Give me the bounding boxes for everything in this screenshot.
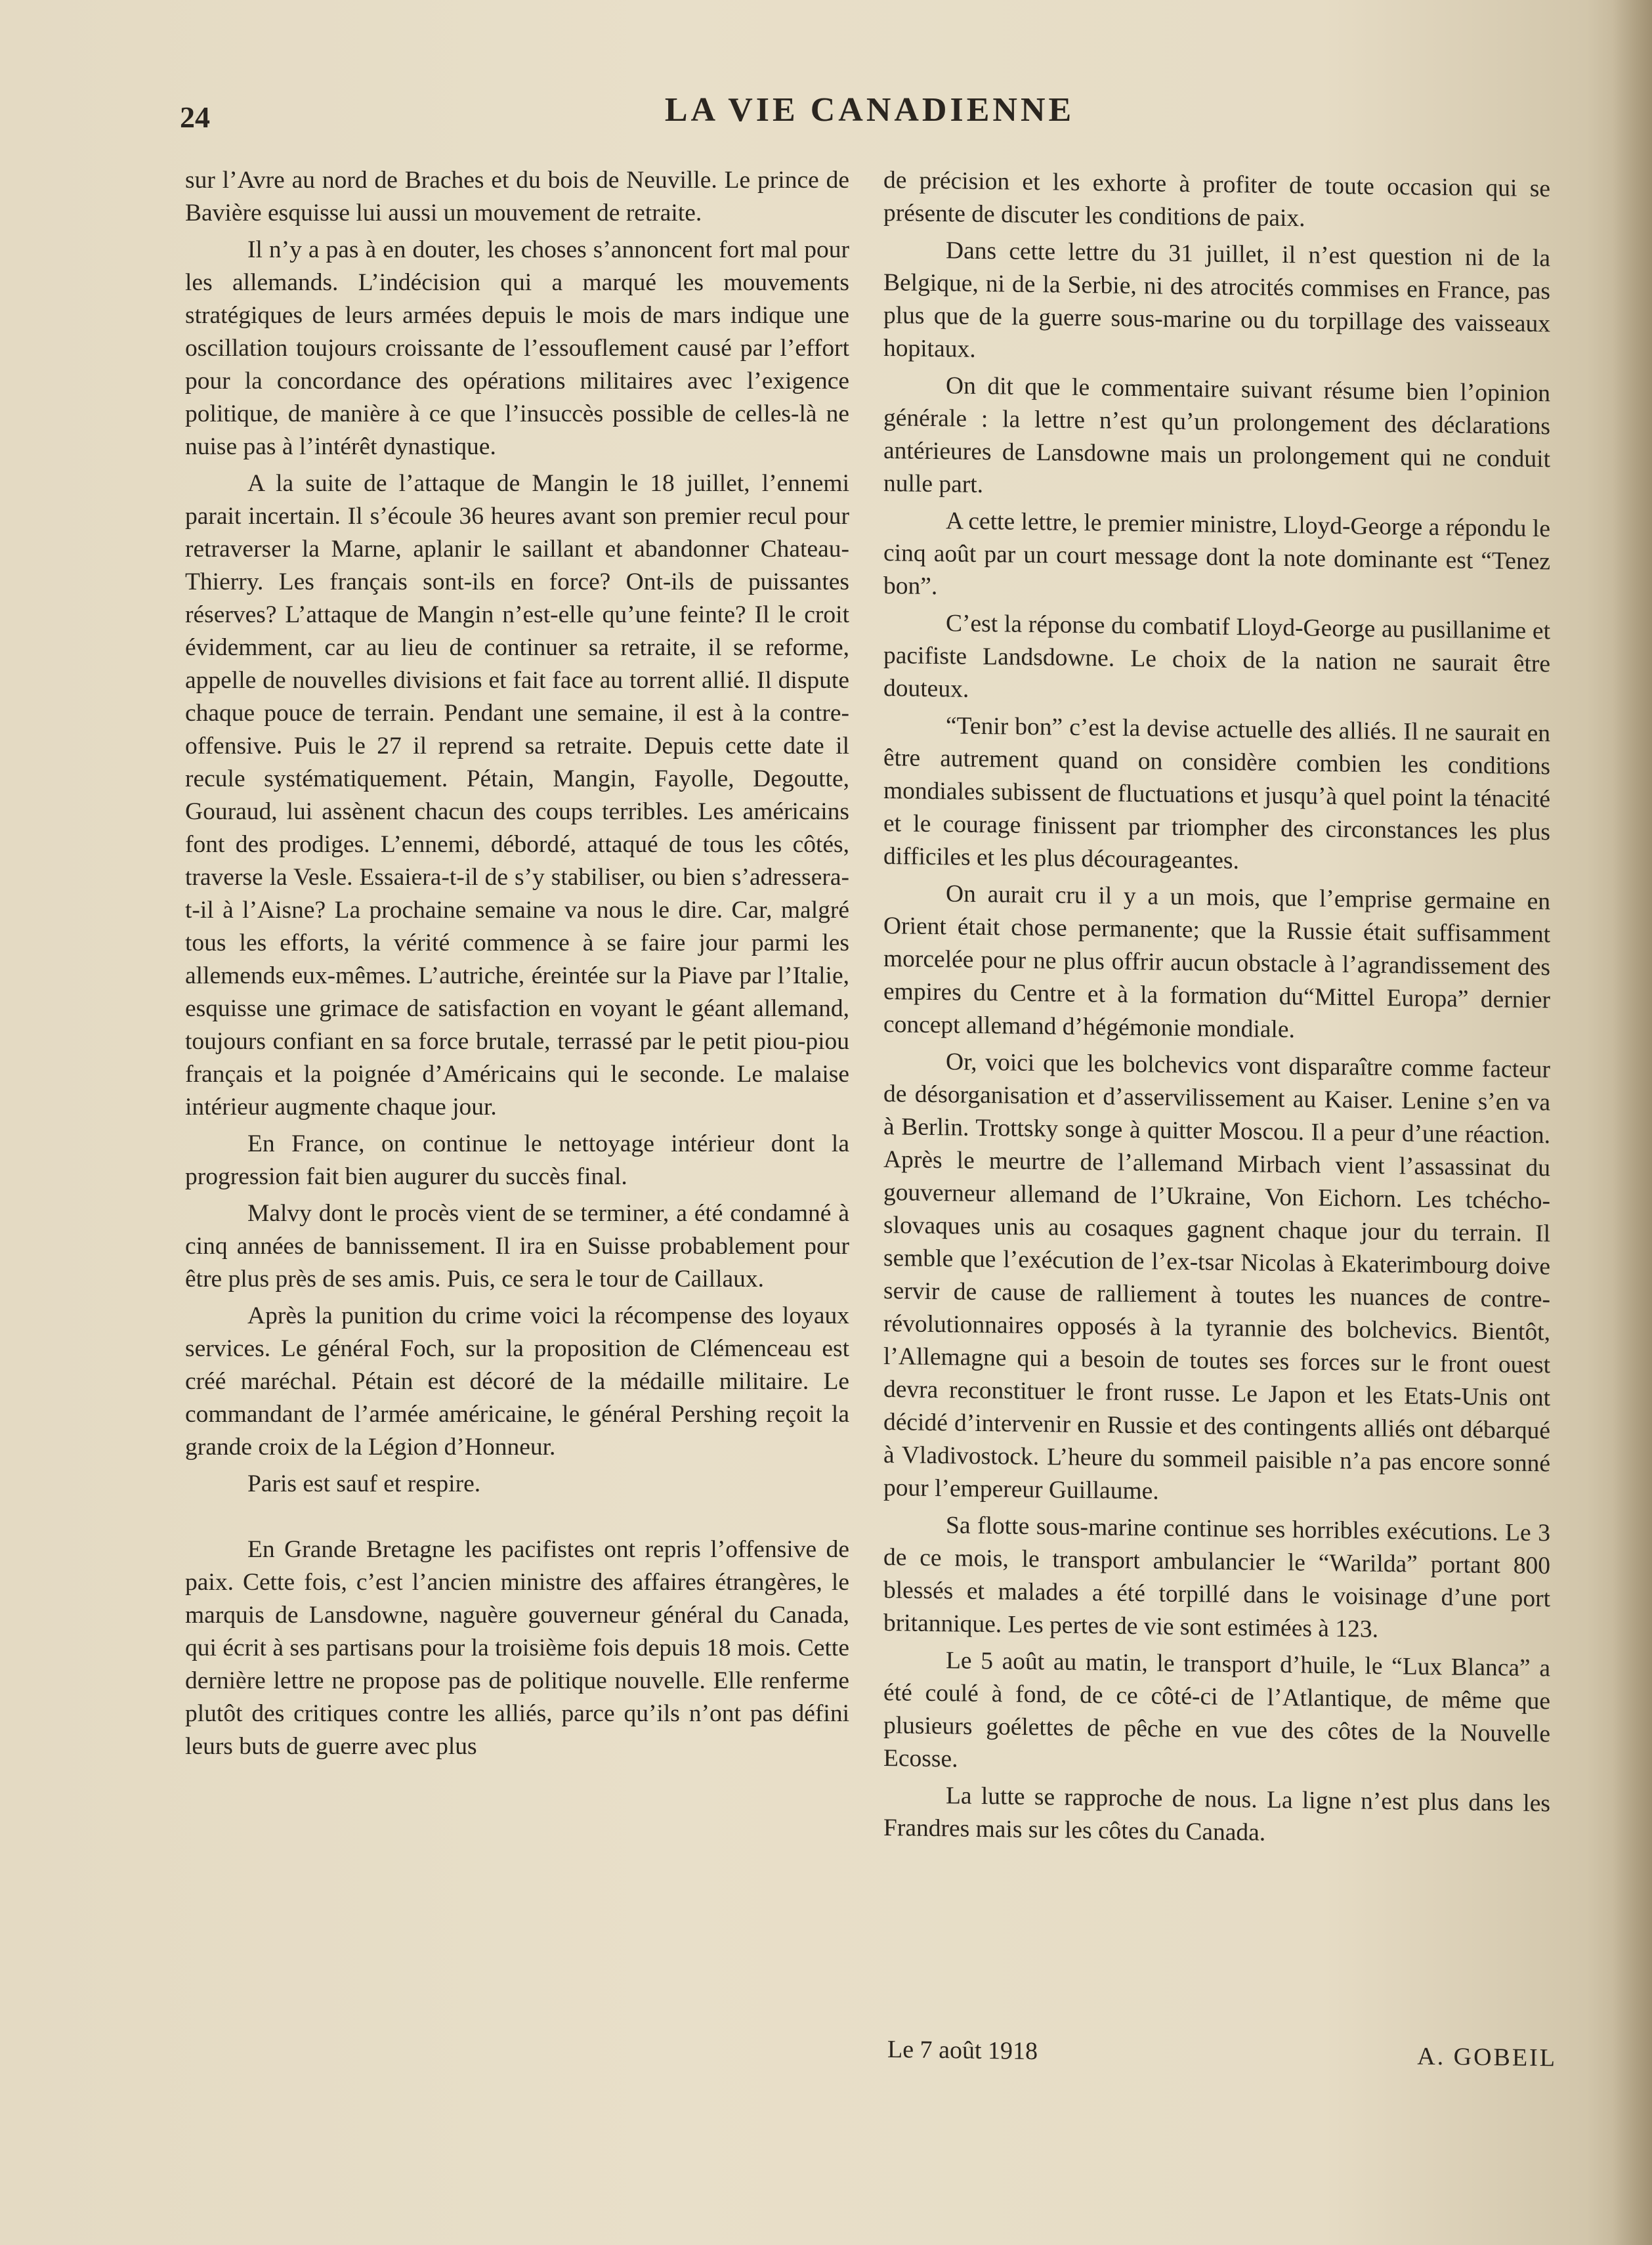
left-paragraph-6: Après la punition du crime voici la récompense des loyaux services. Le général Foch, sur la proposition de Clémenceau est créé maréchal. Pétain est décoré de la médaille militaire. Le commandant de l’armée américaine, le général Pershing reçoit la grande croix de la Légion d’Honneur.: [185, 1302, 849, 1461]
left-column: [185, 164, 849, 1767]
left-paragraph-7: Paris est sauf et respire.: [247, 1470, 481, 1497]
page-edge-shadow: [1613, 0, 1652, 2245]
right-paragraph-11: La lutte se rapproche de nous. La ligne n’est plus dans les Frandres mais sur les côtes du Canada.: [883, 1782, 1550, 1847]
right-paragraph-8: Or, voici que les bolchevics vont disparaître comme facteur de désorganisation et d’asservilissement au Kaiser. Lenine s’en va à Berlin. Trottsky songe à quitter Moscou. Il a peur d’une réaction. Après le meurtre de l’allemand Mirbach vient l’assassinat du gouverneur allemand de l’Ukraine, Von Eichorn. Les tchécho-slovaques unis au cosaques gagnent chaque jour du terrain. Il semble que l’exécution de l’ex-tsar Nicolas à Ekaterimbourg doive servir de cause de ralliement à toutes les nuances de contre-révolutionnaires opposés à la tyrannie des bolchevics. Bientôt, l’Allemagne qui a besoin de toutes ses forces sur le front ouest devra reconstituer le front russe. Le Japon et les Etats-Unis ont décidé d’intervenir en Russie et des contingents alliés ont débarqué à Vladivostock. L’heure du sommeil paisible n’a pas encore sonné pour l’empereur Guillaume.: [883, 1048, 1550, 1505]
right-paragraph-2: Dans cette lettre du 31 juillet, il n’est question ni de la Belgique, ni de la Serbie, ni des atrocités commises en France, pas plus que de la guerre sous-marine ou du torpillage des vaisseaux hopitaux.: [883, 237, 1550, 363]
right-paragraph-7: On aurait cru il y a un mois, que l’emprise germaine en Orient était chose permanente; que la Russie était suffisamment morcelée pour ne plus offrir aucun obstacle à l’agrandissement des empires du Centre et à la formation du“Mittel Europa” dernier concept allemand d’hégémonie mondiale.: [883, 880, 1550, 1044]
right-column: [883, 164, 1550, 2109]
signature-author: A. GOBEIL: [1417, 2042, 1557, 2072]
left-paragraph-5: Malvy dont le procès vient de se terminer, a été condamné à cinq années de bannissement. Il ira en Suisse probablement pour être plus près de ses amis. Puis, ce sera le tour de Caillaux.: [185, 1200, 849, 1293]
right-paragraph-6: “Tenir bon” c’est la devise actuelle des alliés. Il ne saurait en être autrement quand on considère combien les conditions mondiales subissent de fluctuations et jusqu’à quel point la ténacité et le courage finissent par triompher des circonstances les plus difficiles et les plus décourageantes.: [883, 712, 1550, 875]
page-number: 24: [180, 100, 210, 134]
left-paragraph-8: En Grande Bretagne les pacifistes ont repris l’offensive de paix. Cette fois, c’est l’ancien ministre des affaires étrangères, le marquis de Lansdowne, naguère gouverneur général du Canada, qui écrit à ses partisans pour la troisième fois depuis 18 mois. Cette dernière lettre ne propose pas de politique nouvelle. Elle renferme plutôt des critiques contre les alliés, parce qu’ils n’ont pas défini leurs buts de guerre avec plus: [185, 1536, 849, 1760]
section-spacer: [185, 1505, 849, 1533]
right-paragraph-10: Le 5 août au matin, le transport d’huile, le “Lux Blanca” a été coulé à fond, de ce côté-ci de l’Atlantique, de même que plusieurs goélettes de pêche en vue des côtes de la Nouvelle Ecosse.: [883, 1647, 1550, 1773]
running-title: LA VIE CANADIENNE: [664, 91, 1075, 129]
left-paragraph-2: Il n’y a pas à en douter, les choses s’annoncent fort mal pour les allemands. L’indécision qui a marqué les mouvements stratégiques de leurs armées depuis le mois de mars indique une oscillation toujours croissante de l’essouflement causé par l’effort pour la concordance des opérations militaires avec l’exigence politique, de manière à ce que l’insuccès possible de celles-là ne nuise pas à l’intérêt dynastique.: [185, 236, 849, 460]
right-paragraph-9: Sa flotte sous-marine continue ses horribles exécutions. Le 3 de ce mois, le transport ambulancier le “Warilda” portant 800 blessés et malades a été torpillé dans le voisinage d’une port britannique. Les pertes de vie sont estimées à 123.: [883, 1512, 1550, 1643]
right-paragraph-1: de précision et les exhorte à profiter de toute occasion qui se présente de discuter les conditions de paix.: [883, 167, 1550, 232]
right-paragraph-3: On dit que le commentaire suivant résume bien l’opinion générale : la lettre n’est qu’un prolongement des déclarations antérieures de Lansdowne mais un prolongement qui ne conduit nulle part.: [883, 372, 1550, 498]
right-paragraph-4: A cette lettre, le premier ministre, Lloyd-George a répondu le cinq août par un court message dont la note dominante est “Tenez bon”.: [883, 507, 1550, 601]
left-paragraph-3: A la suite de l’attaque de Mangin le 18 juillet, l’ennemi parait incertain. Il s’écoule 36 heures avant son premier recul pour retraverser la Marne, aplanir le saillant et abandonner Chateau-Thierry. Les français sont-ils en force? Ont-ils de puissantes réserves? L’attaque de Mangin n’est-elle qu’une feinte? Il le croit évidemment, car au lieu de continuer sa retraite, il se reforme, appelle de nouvelles divisions et fait face au torrent allié. Il dispute chaque pouce de terrain. Pendant une semaine, il est à la contre-offensive. Puis le 27 il reprend sa retraite. Depuis cette date il recule systématiquement. Pétain, Mangin, Fayolle, Degoutte, Gouraud, lui assènent chacun des coups terribles. Les américains font des prodiges. L’ennemi, débordé, attaqué de tous les côtés, traverse la Vesle. Essaiera-t-il de s’y stabiliser, ou bien s’adressera-t-il à l’Aisne? La prochaine semaine va nous le dire. Car, malgré tous les efforts, la vérité commence à se faire jour parmi les allemends eux-mêmes. L’autriche, éreintée sur la Piave par l’Italie, esquisse une grimace de satisfaction en voyant le géant allemand, toujours confiant en sa force brutale, terrassé par le petit piou-piou français et la poignée d’Américains qui le seconde. Le malaise intérieur augmente chaque jour.: [185, 470, 849, 1121]
page-header: [177, 91, 1562, 137]
right-paragraph-5: C’est la réponse du combatif Lloyd-George au pusillanime et pacifiste Landsdowne. Le choix de la nation ne saurait être douteux.: [883, 610, 1550, 703]
left-paragraph-4: En France, on continue le nettoyage intérieur dont la progression fait bien augurer du succès final.: [185, 1130, 849, 1190]
left-paragraph-1: sur l’Avre au nord de Braches et du bois de Neuville. Le prince de Bavière esquisse lui aussi un mouvement de retraite.: [185, 167, 849, 226]
signature-date: Le 7 août 1918: [887, 2036, 1038, 2065]
